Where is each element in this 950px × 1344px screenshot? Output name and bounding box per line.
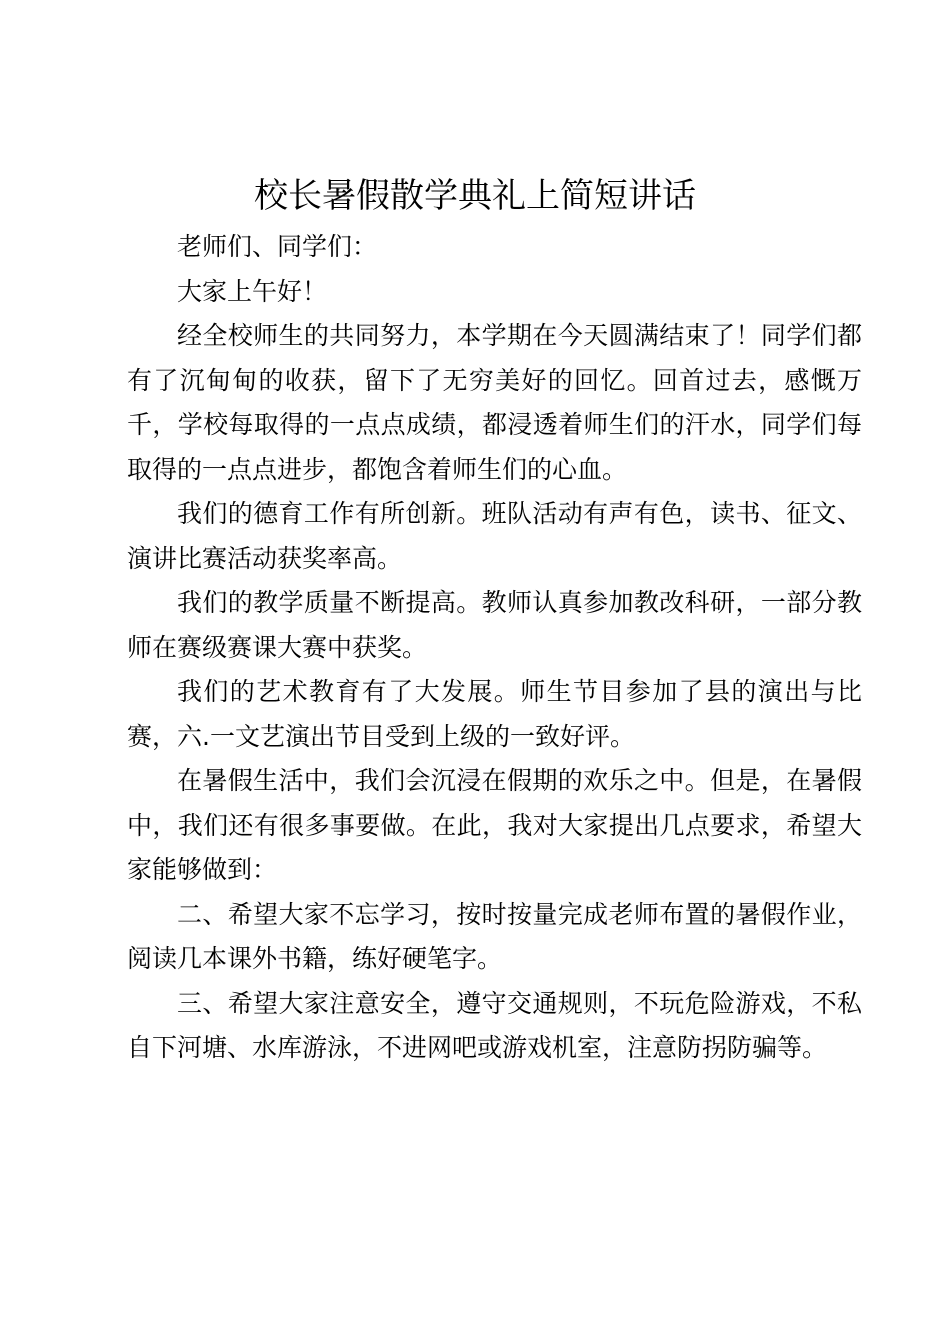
document-body	[127, 225, 862, 1071]
paragraph-requirement-study: 二、希望大家不忘学习，按时按量完成老师布置的暑假作业，阅读几本课外书籍，练好硬笔字。	[127, 899, 862, 973]
paragraph-requirement-safety: 三、希望大家注意安全，遵守交通规则，不玩危险游戏，不私自下河塘、水库游泳，不进网吧或游戏机室，注意防拐防骗等。	[127, 988, 862, 1062]
paragraph-hello: 大家上午好！	[177, 276, 328, 306]
paragraph-greeting: 老师们、同学们：	[177, 232, 378, 261]
paragraph-teaching-quality: 我们的教学质量不断提高。教师认真参加教改科研，一部分教师在赛级赛课大赛中获奖。	[127, 588, 862, 662]
paragraph-moral-education: 我们的德育工作有所创新。班队活动有声有色，读书、征文、演讲比赛活动获奖率高。	[127, 499, 862, 573]
paragraph-semester-review: 经全校师生的共同努力，本学期在今天圆满结束了！同学们都有了沉甸甸的收获，留下了无穷美好的回忆。回首过去，感慨万千，学校每取得的一点点成绩，都浸透着师生们的汗水，同学们每取得的一点点进步，都饱含着师生们的心血。	[127, 321, 862, 484]
document-title: 校长暑假散学典礼上简短讲话	[254, 176, 696, 216]
paragraph-art-education: 我们的艺术教育有了大发展。师生节目参加了县的演出与比赛，六.一文艺演出节目受到上级的一致好评。	[127, 677, 862, 751]
paragraph-summer-intro: 在暑假生活中，我们会沉浸在假期的欢乐之中。但是，在暑假中，我们还有很多事要做。在此，我对大家提出几点要求，希望大家能够做到：	[127, 766, 862, 884]
